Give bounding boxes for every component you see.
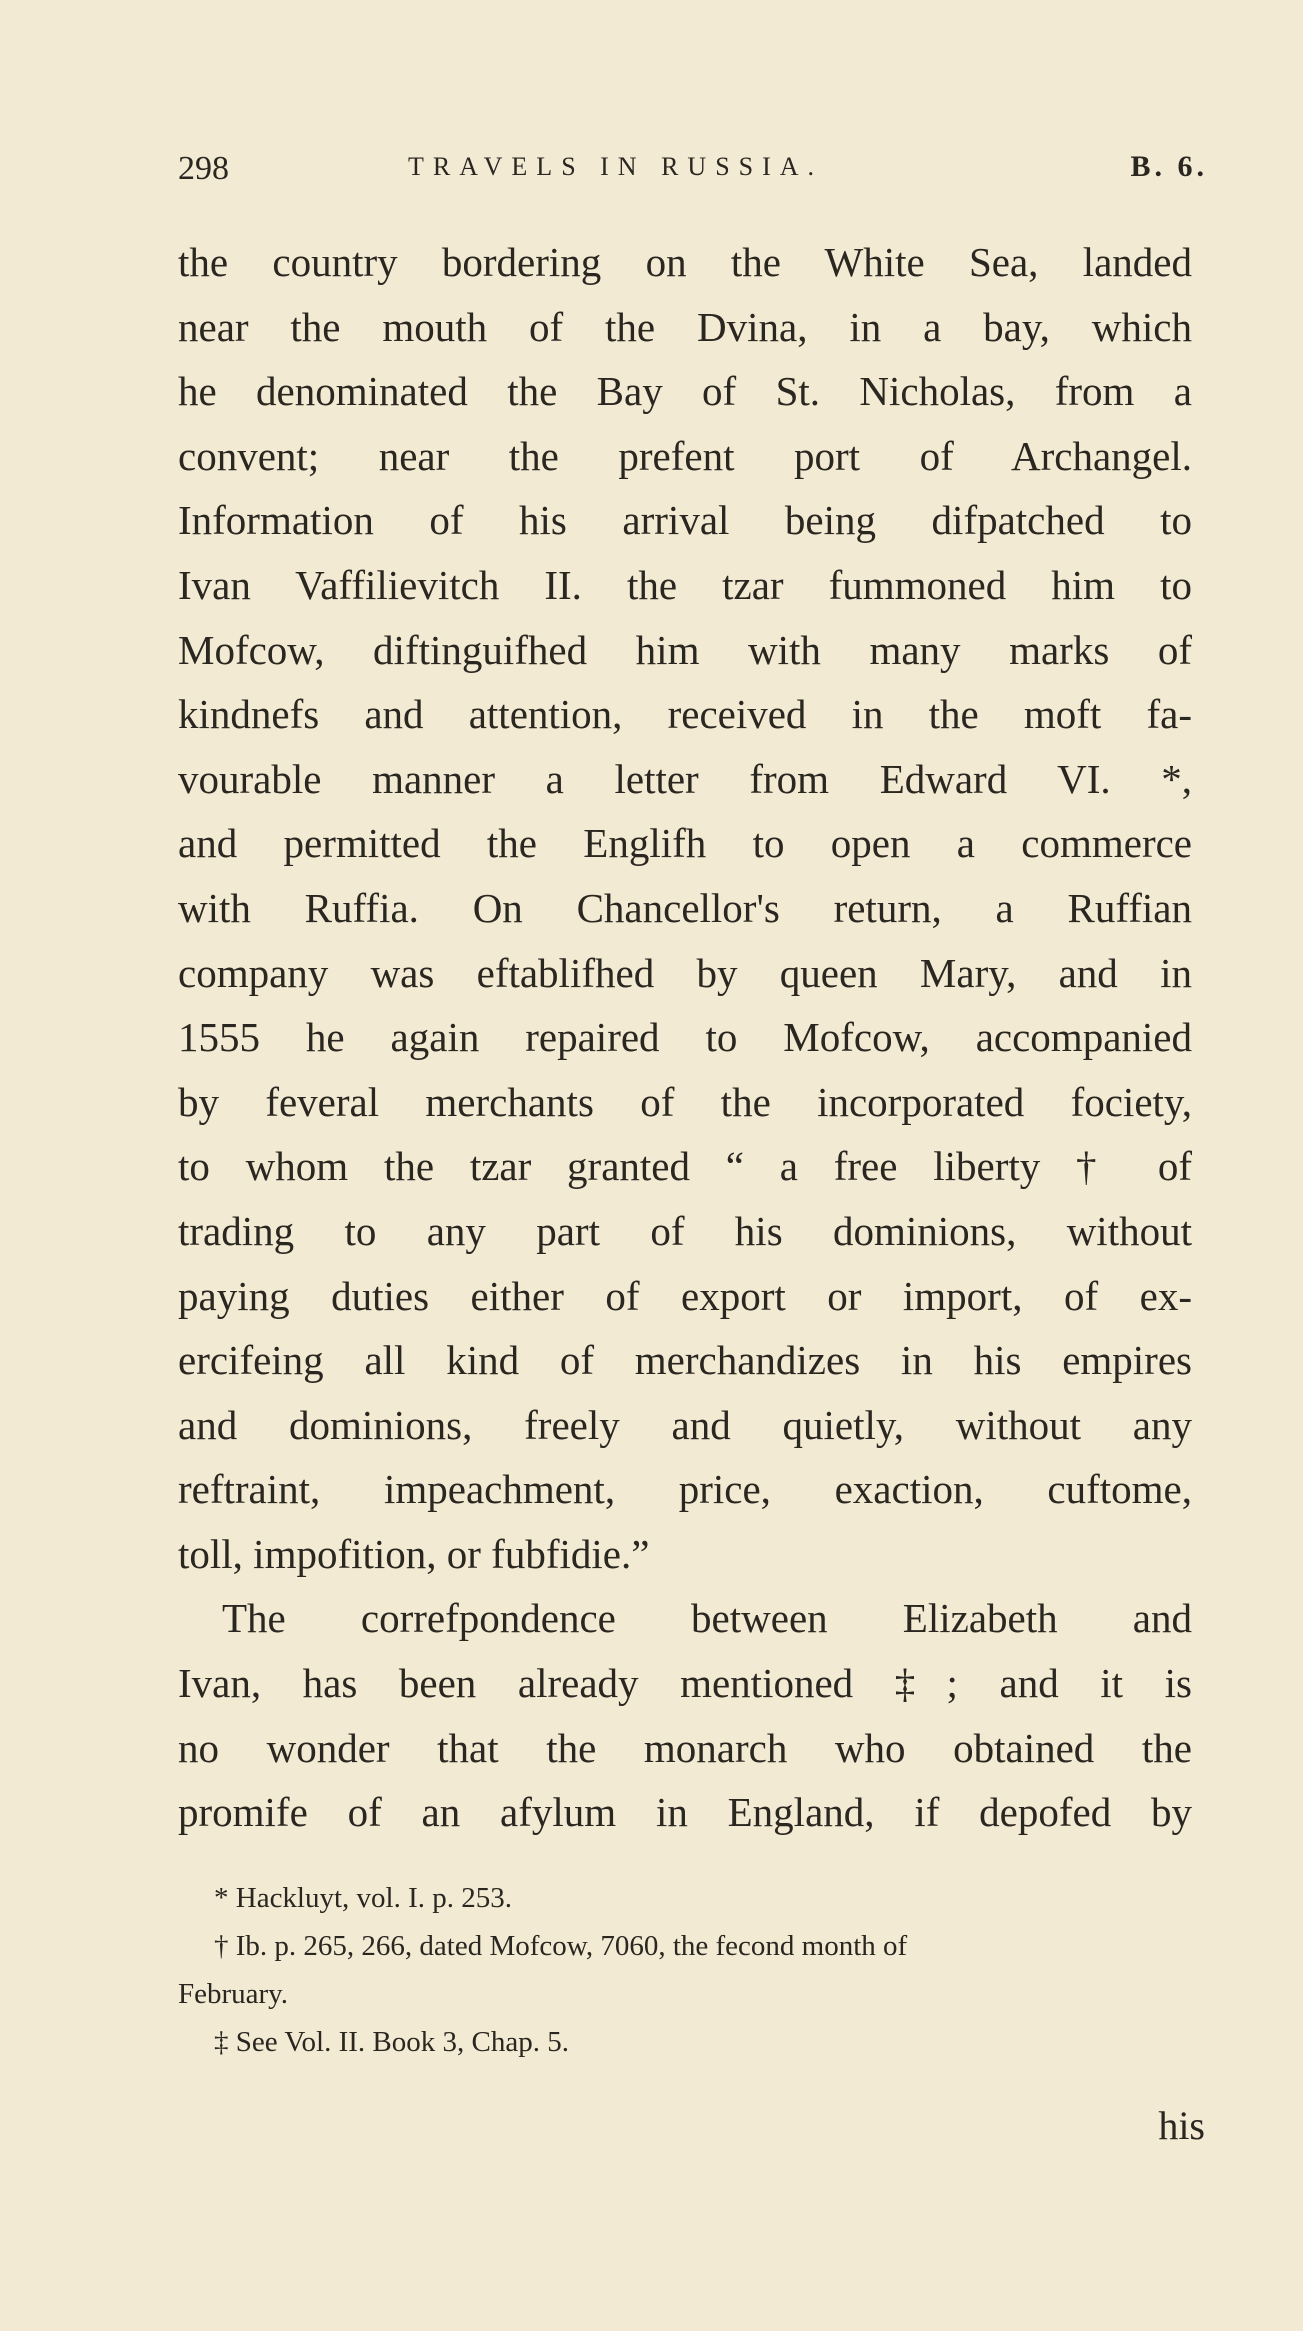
text-line: convent; near the prefent port of Archangel. bbox=[178, 432, 1192, 479]
text-line: paying duties either of export or import, of ex- bbox=[178, 1272, 1192, 1319]
text-line: promife of an afylum in England, if depofed by bbox=[178, 1789, 1192, 1836]
catchword: his bbox=[1158, 2103, 1205, 2148]
text-line: 1555 he again repaired to Mofcow, accompanied bbox=[178, 1014, 1192, 1061]
footnote-dagger-continuation: February. bbox=[178, 1978, 289, 2010]
text-line: Mofcow, diftinguifhed him with many marks of bbox=[178, 626, 1192, 673]
text-line: ercifeing all kind of merchandizes in his empires bbox=[178, 1337, 1192, 1384]
page-number: 298 bbox=[178, 150, 229, 187]
text-line: by feveral merchants of the incorporated fociety, bbox=[178, 1078, 1192, 1125]
text-line: Information of his arrival being difpatched to bbox=[178, 497, 1192, 544]
text-line: near the mouth of the Dvina, in a bay, which bbox=[178, 303, 1192, 350]
text-line: no wonder that the monarch who obtained the bbox=[178, 1724, 1192, 1771]
text-line: company was eftablifhed by queen Mary, and in bbox=[178, 949, 1192, 996]
text-line: the country bordering on the White Sea, landed bbox=[178, 239, 1192, 285]
footnotes bbox=[178, 1874, 1208, 2066]
text-line: with Ruffia. On Chancellor's return, a Ruffian bbox=[178, 884, 1192, 931]
body-text bbox=[178, 230, 1192, 1845]
text-line: Ivan, has been already mentioned ‡; and it is bbox=[178, 1660, 1192, 1707]
book-number: B. 6. bbox=[1130, 150, 1208, 183]
text-line: and permitted the Englifh to open a commerce bbox=[178, 820, 1192, 867]
text-line: trading to any part of his dominions, without bbox=[178, 1207, 1192, 1254]
text-line: and dominions, freely and quietly, without any bbox=[178, 1401, 1192, 1448]
text-line: The correfpondence between Elizabeth and bbox=[222, 1595, 1192, 1642]
text-line: vourable manner a letter from Edward VI. *, bbox=[178, 755, 1192, 802]
text-line: he denominated the Bay of St. Nicholas, from a bbox=[178, 368, 1192, 415]
running-title: TRAVELS IN RUSSIA. bbox=[408, 152, 824, 181]
footnote-asterisk: * Hackluyt, vol. I. p. 253. bbox=[214, 1882, 513, 1914]
text-line: kindnefs and attention, received in the moft fa- bbox=[178, 691, 1192, 738]
text-line: to whom the tzar granted “ a free liberty † of bbox=[178, 1143, 1192, 1190]
text-line: reftraint, impeachment, price, exaction, cuftome, bbox=[178, 1466, 1192, 1513]
text-line: Ivan Vaffilievitch II. the tzar fummoned him to bbox=[178, 561, 1192, 608]
footnote-double-dagger: ‡ See Vol. II. Book 3, Chap. 5. bbox=[214, 2026, 569, 2058]
footnote-dagger: † Ib. p. 265, 266, dated Mofcow, 7060, the fecond month of bbox=[214, 1930, 908, 1962]
running-header bbox=[178, 150, 1218, 200]
text-line: toll, impofition, or fubfidie.” bbox=[178, 1530, 650, 1577]
